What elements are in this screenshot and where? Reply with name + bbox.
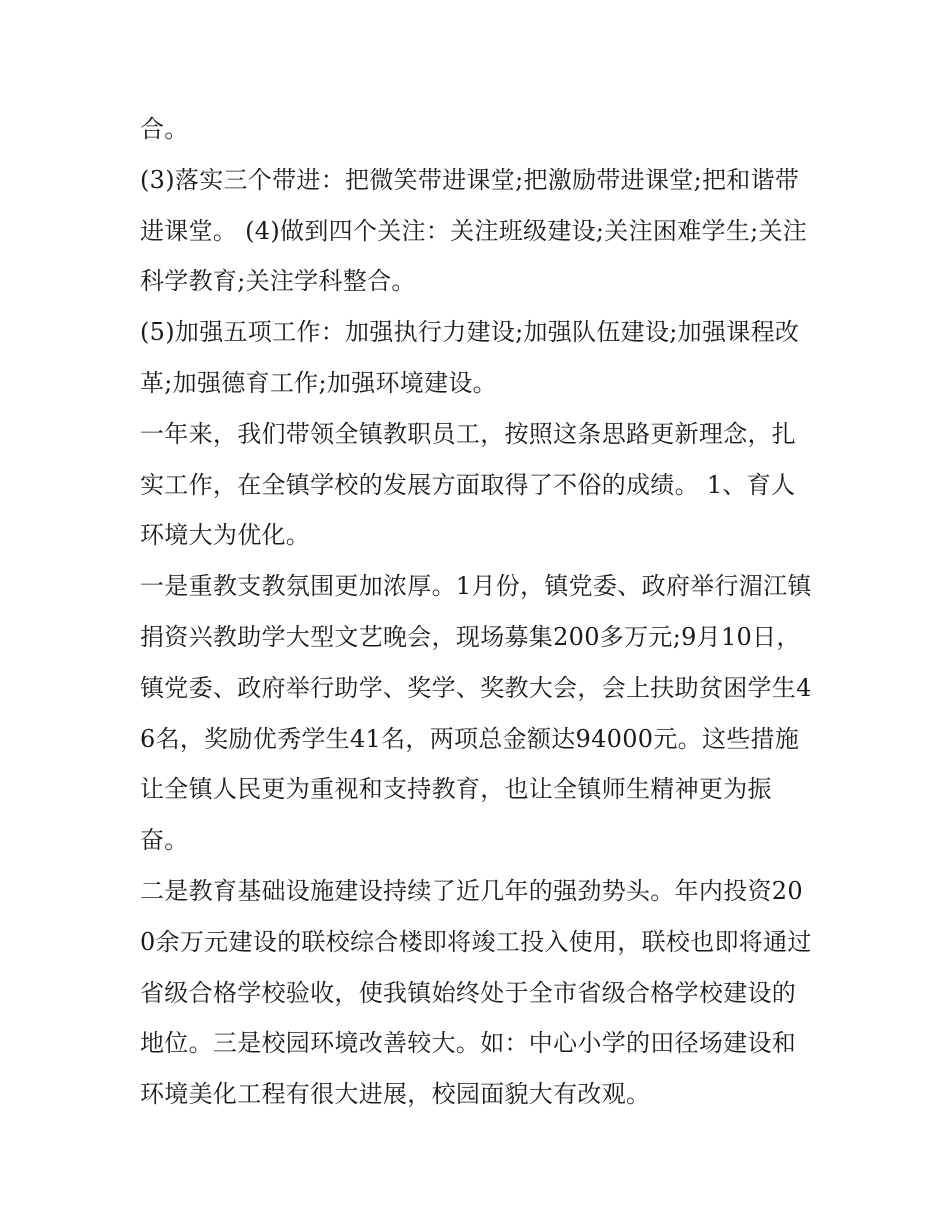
paragraph-support-education: 一是重教支教氛围更加浓厚。1月份，镇党委、政府举行湄江镇捐资兴教助学大型文艺晚会，现场募集200多万元;9月10日，镇党委、政府举行助学、奖学、奖教大会，会上扶助贫困学生46名，奖励优秀学生41名，两项总金额达94000元。这些措施让全镇人民更为重视和支持教育，也让全镇师生精神更为振奋。: [140, 572, 812, 855]
paragraph-continuation: 合。: [140, 115, 189, 143]
document-page: [140, 104, 816, 1120]
paragraph-infrastructure: 二是教育基础设施建设持续了近几年的强劲势头。年内投资200余万元建设的联校综合楼即将竣工投入使用，联校也即将通过省级合格学校验收，使我镇始终处于全市省级合格学校建设的地位。三是校园环境改善较大。如：中心小学的田径场建设和环境美化工程有很大进展，校园面貌大有改观。: [140, 876, 812, 1109]
paragraph-year-summary: 一年来，我们带领全镇教职员工，按照这条思路更新理念，扎实工作，在全镇学校的发展方面取得了不俗的成绩。 1、育人环境大为优化。: [140, 419, 797, 550]
paragraph-three-and-four: (3)落实三个带进：把微笑带进课堂;把激励带进课堂;把和谐带进课堂。 (4)做到四个关注：关注班级建设;关注困难学生;关注科学教育;关注学科整合。: [140, 165, 808, 296]
paragraph-five-tasks: (5)加强五项工作：加强执行力建设;加强队伍建设;加强课程改革;加强德育工作;加强环境建设。: [140, 318, 800, 397]
